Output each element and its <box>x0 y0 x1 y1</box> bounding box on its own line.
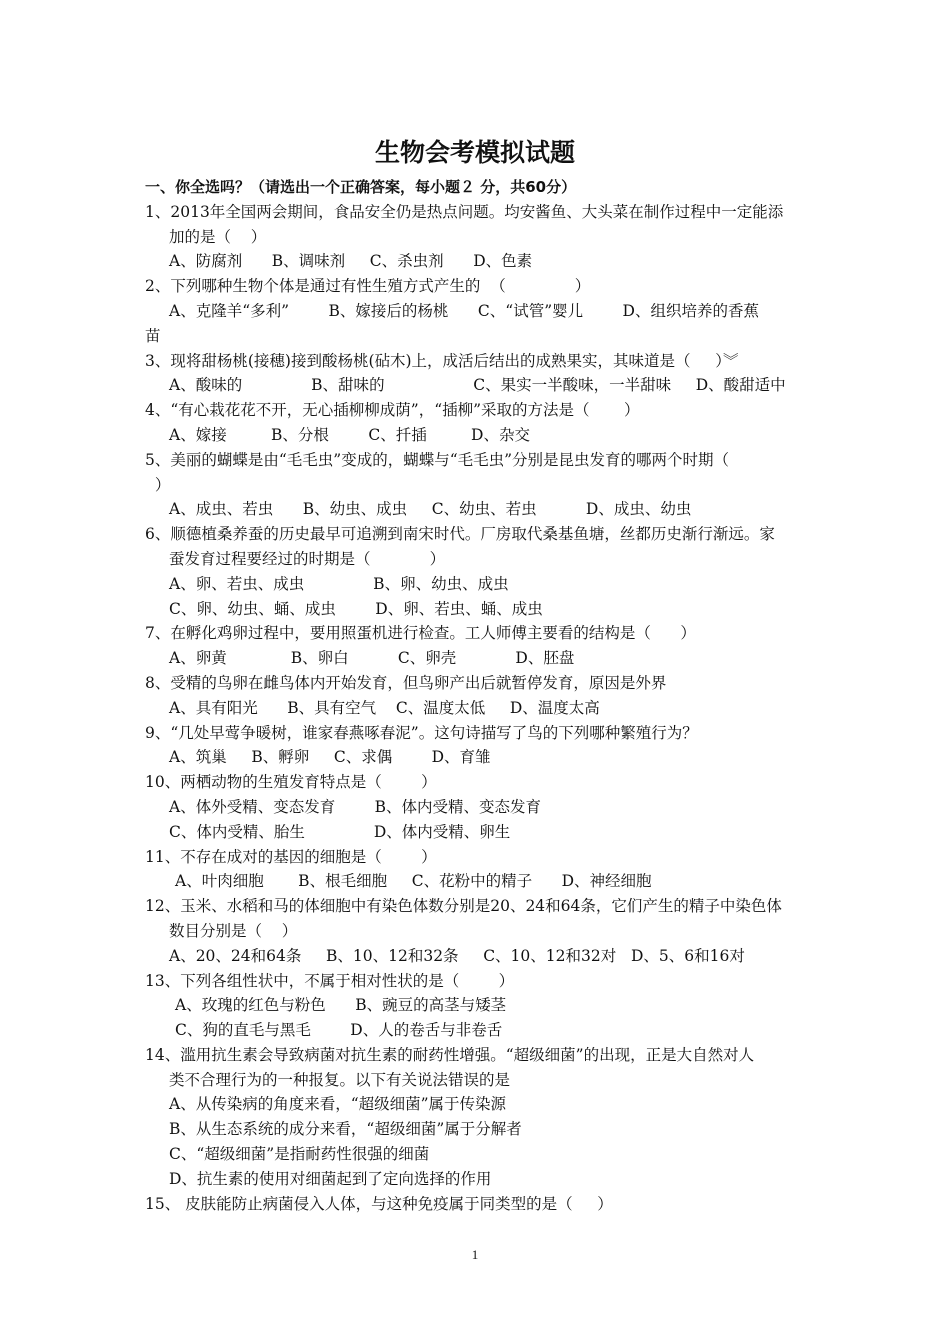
text-line: 13、下列各组性状中，不属于相对性状的是（ ） <box>145 971 515 990</box>
text-line: 数目分别是（ ） <box>169 921 298 940</box>
text-line: A、体外受精、变态发育 B、体内受精、变态发育 <box>169 797 542 816</box>
text-line: C、狗的直毛与黑毛 D、人的卷舌与非卷舌 <box>175 1021 503 1040</box>
text-line: A、筑巢 B、孵卵 C、求偶 D、育雏 <box>169 748 491 767</box>
text-line: 2、下列哪种生物个体是通过有性生殖方式产生的 （ ） <box>145 277 591 296</box>
text-line: C、卵、幼虫、蛹、成虫 D、卵、若虫、蛹、成虫 <box>169 599 543 618</box>
text-line: A、酸味的 B、甜味的 C、果实一半酸味，一半甜味 D、酸甜适中 <box>169 376 786 395</box>
text-line: A、成虫、若虫 B、幼虫、成虫 C、幼虫、若虫 D、成虫、幼虫 <box>169 500 692 519</box>
text-line: C、体内受精、胎生 D、体内受精、卵生 <box>169 822 511 841</box>
text-line: 苗 <box>145 326 161 345</box>
text-line: 1、2013年全国两会期间，食品安全仍是热点问题。均安酱鱼、大头菜在制作过程中一定能添 <box>145 202 784 221</box>
text-line: 7、在孵化鸡卵过程中，要用照蛋机进行检查。工人师傅主要看的结构是（ ） <box>145 624 696 643</box>
text-line: 5、美丽的蝴蝶是由“毛毛虫”变成的，蝴蝶与“毛毛虫”分别是昆虫发育的哪两个时期（ <box>145 450 730 469</box>
text-line: 11、不存在成对的基因的细胞是（ ） <box>145 847 437 866</box>
text-line: ） <box>145 475 171 494</box>
text-line: 类不合理行为的一种报复。以下有关说法错误的是 <box>169 1070 511 1089</box>
text-line: A、卵黄 B、卵白 C、卵壳 D、胚盘 <box>169 649 575 668</box>
question-content <box>145 175 815 1216</box>
text-line: A、具有阳光 B、具有空气 C、温度太低 D、温度太高 <box>169 698 600 717</box>
text-line: 12、玉米、水稻和马的体细胞中有染色体数分别是20、24和64条，它们产生的精子中染色体 <box>145 897 782 916</box>
text-line: A、叶肉细胞 B、根毛细胞 C、花粉中的精子 D、神经细胞 <box>175 872 652 891</box>
page-title: 生物会考模拟试题 <box>374 138 575 167</box>
text-line: 14、滥用抗生素会导致病菌对抗生素的耐药性增强。“超级细菌”的出现，正是大自然对人 <box>145 1045 755 1064</box>
text-line: 加的是（ ） <box>169 227 267 246</box>
text-line: 9、“几处早莺争暖树，谁家春燕啄春泥”。这句诗描写了鸟的下列哪种繁殖行为？ <box>145 723 698 742</box>
text-line: A、克隆羊“多利” B、嫁接后的杨桃 C、“试管”婴儿 D、组织培养的香蕉 <box>169 301 759 320</box>
text-line: 3、现将甜杨桃(接穗)接到酸杨桃(砧木)上，成活后结出的成熟果实，其味道是（ ）︾ <box>145 351 739 370</box>
text-line: C、“超级细菌”是指耐药性很强的细菌 <box>169 1145 430 1164</box>
text-line: 15、 皮肤能防止病菌侵入人体，与这种免疫属于同类型的是（ ） <box>145 1194 613 1213</box>
text-line: D、抗生素的使用对细菌起到了定向选择的作用 <box>169 1169 492 1188</box>
text-line: A、从传染病的角度来看，“超级细菌”属于传染源 <box>169 1095 507 1114</box>
text-line: A、玫瑰的红色与粉色 B、豌豆的高茎与矮茎 <box>175 996 507 1015</box>
page-number: 1 <box>471 1247 479 1262</box>
text-line: A、防腐剂 B、调味剂 C、杀虫剂 D、色素 <box>169 252 533 271</box>
text-line: 6、顺德植桑养蚕的历史最早可追溯到南宋时代。厂房取代桑基鱼塘，丝都历史渐行渐远。家 <box>145 525 775 544</box>
text-line: A、嫁接 B、分根 C、扦插 D、杂交 <box>169 425 530 444</box>
text-line: 4、“有心栽花花不开，无心插柳柳成荫”，“插柳”采取的方法是（ ） <box>145 401 640 420</box>
text-line: A、20、24和64条 B、10、12和32条 C、10、12和32对 D、5、6和16对 <box>169 946 745 965</box>
text-line: 10、两栖动物的生殖发育特点是（ ） <box>145 773 437 792</box>
section-heading: 一、你全选吗？（请选出一个正确答案，每小题２ 分，共60分） <box>145 178 577 196</box>
text-line: A、卵、若虫、成虫 B、卵、幼虫、成虫 <box>169 574 509 593</box>
text-line: 8、受精的鸟卵在雌鸟体内开始发育，但鸟卵产出后就暂停发育，原因是外界 <box>145 673 667 692</box>
text-line: 蚕发育过程要经过的时期是（ ） <box>169 549 446 568</box>
text-line: B、从生态系统的成分来看，“超级细菌”属于分解者 <box>169 1120 522 1139</box>
